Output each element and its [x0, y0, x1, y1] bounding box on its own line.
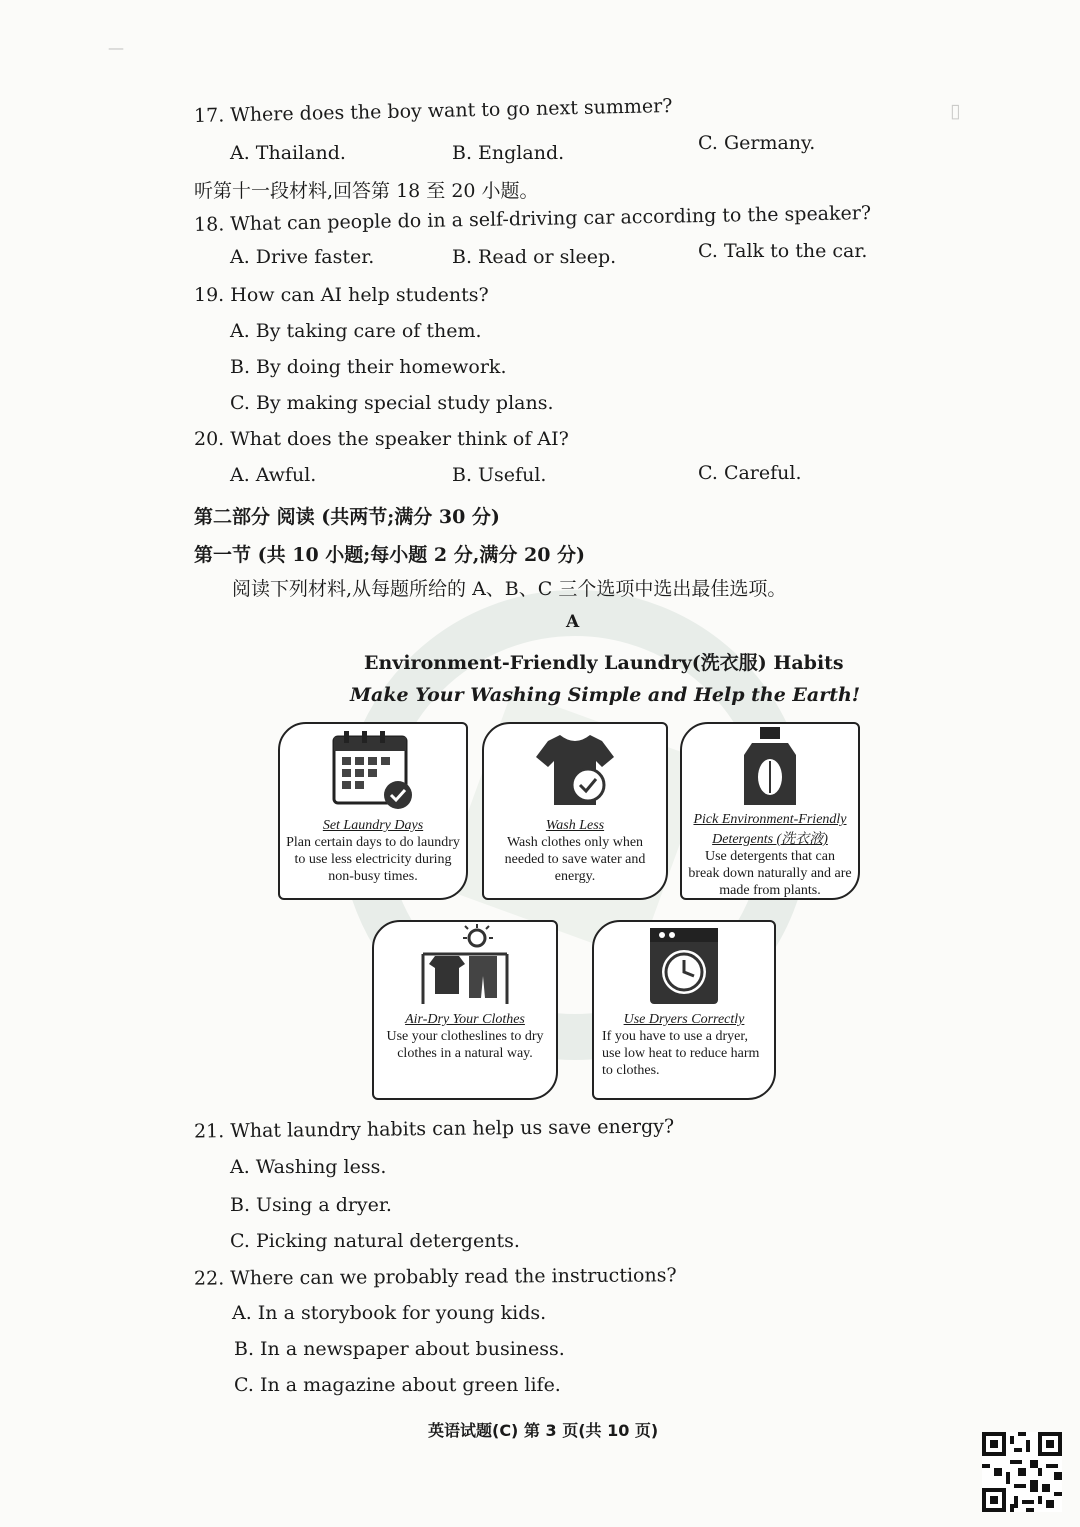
q22-option-c[interactable]: C. In a magazine about green life. — [234, 1374, 561, 1396]
q21-option-a[interactable]: A. Washing less. — [230, 1156, 387, 1178]
part2-section1: 第一节 (共 10 小题;每小题 2 分,满分 20 分) — [194, 544, 586, 566]
q21-stem: 21. What laundry habits can help us save energy? — [193, 1115, 675, 1143]
q17-option-c[interactable]: C. Germany. — [698, 132, 816, 154]
passage-subtitle: Make Your Washing Simple and Help the Earth! — [350, 684, 861, 706]
margin-dash: — — [108, 38, 124, 57]
card-title: Wash Less — [545, 818, 605, 833]
q22-option-a[interactable]: A. In a storybook for young kids. — [232, 1302, 547, 1324]
card-description: Wash clothes only when needed to save water and energy. — [504, 835, 646, 884]
habit-card-wash-less — [482, 722, 668, 900]
q22-option-b[interactable]: B. In a newspaper about business. — [234, 1338, 565, 1360]
tshirt-check-icon — [484, 724, 666, 816]
q22-stem: 22. Where can we probably read the instructions? — [193, 1264, 677, 1290]
q20-stem: 20. What does the speaker think of AI? — [194, 428, 569, 450]
q19-stem: 19. How can AI help students? — [194, 284, 489, 306]
part2-title: 第二部分 阅读 (共两节;满分 30 分) — [194, 506, 500, 528]
q18-option-a[interactable]: A. Drive faster. — [230, 246, 375, 268]
card-description: Plan certain days to do laundry to use less electricity during non-busy times. — [286, 835, 460, 884]
q17-stem: 17. Where does the boy want to go next summer? — [193, 94, 673, 128]
bleed-through-text: ▯ — [950, 100, 961, 122]
passage-title: Environment-Friendly Laundry(洗衣服) Habits — [364, 652, 844, 674]
card-description: Use your clotheslines to dry clothes in a natural way. — [386, 1029, 544, 1061]
passage-label: A — [566, 612, 580, 632]
card-description: If you have to use a dryer, use low heat to reduce harm to clothes. — [602, 1029, 760, 1078]
detergent-bottle-icon — [682, 724, 858, 810]
q18-option-b[interactable]: B. Read or sleep. — [452, 246, 617, 268]
card-description: Use detergents that can break down naturally and are made from plants. — [688, 849, 852, 898]
q19-option-b[interactable]: B. By doing their homework. — [230, 356, 507, 378]
habit-card-laundry-days — [278, 722, 468, 900]
q17-option-b[interactable]: B. England. — [452, 142, 565, 164]
section-note-11: 听第十一段材料,回答第 18 至 20 小题。 — [194, 180, 539, 202]
dryer-icon — [594, 922, 774, 1010]
q20-option-b[interactable]: B. Useful. — [452, 464, 547, 486]
q20-option-c[interactable]: C. Careful. — [698, 462, 802, 484]
card-title: Use Dryers Correctly — [623, 1012, 745, 1027]
q18-stem: 18. What can people do in a self-driving car according to the speaker? — [193, 202, 872, 236]
q19-option-c[interactable]: C. By making special study plans. — [230, 392, 554, 414]
q19-option-a[interactable]: A. By taking care of them. — [230, 320, 482, 342]
page-footer: 英语试题(C) 第 3 页(共 10 页) — [428, 1421, 659, 1440]
part2-instruction: 阅读下列材料,从每题所给的 A、B、C 三个选项中选出最佳选项。 — [232, 578, 787, 600]
card-title: Pick Environment-Friendly Detergents (洗衣液) — [693, 812, 847, 847]
card-title: Set Laundry Days — [322, 818, 424, 833]
card-title: Air-Dry Your Clothes — [405, 1012, 525, 1027]
habit-card-air-dry — [372, 920, 558, 1100]
clothesline-sun-icon — [374, 922, 556, 1010]
calendar-icon — [280, 724, 466, 816]
q17-option-a[interactable]: A. Thailand. — [230, 142, 346, 164]
q20-option-a[interactable]: A. Awful. — [230, 464, 317, 486]
habit-card-dryers — [592, 920, 776, 1100]
q21-option-b[interactable]: B. Using a dryer. — [230, 1194, 392, 1216]
qr-code — [982, 1432, 1062, 1512]
q18-option-c[interactable]: C. Talk to the car. — [698, 240, 868, 262]
q21-option-c[interactable]: C. Picking natural detergents. — [230, 1230, 520, 1252]
habit-card-detergents — [680, 722, 860, 900]
